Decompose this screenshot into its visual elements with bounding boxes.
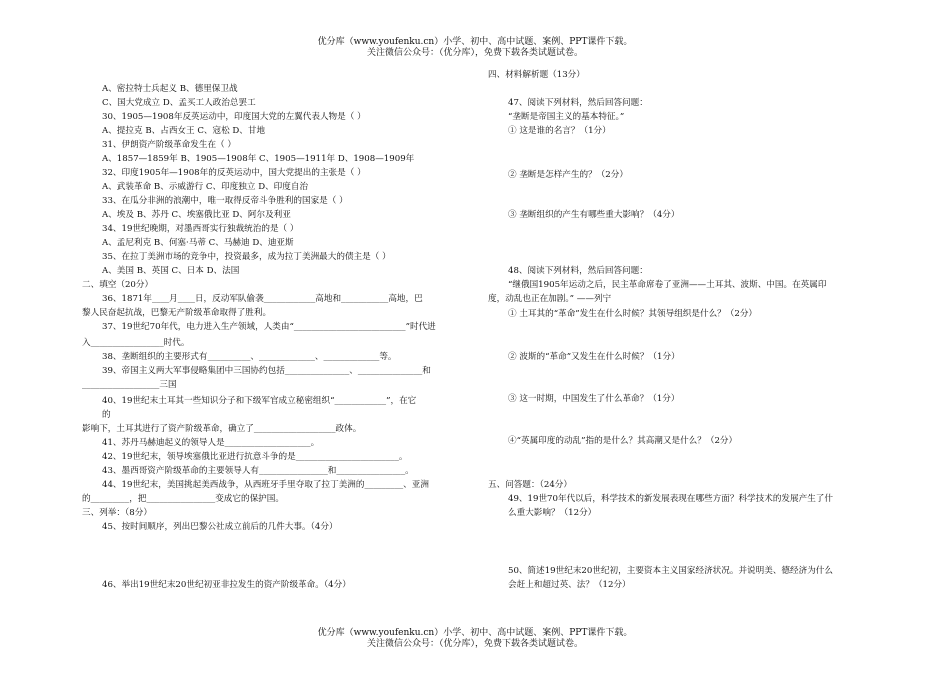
text-line: 37、19世纪70年代，电力进入生产领域，人类由“__________________________”时代进 — [102, 322, 436, 332]
page-footer — [0, 628, 950, 650]
text-line: 二、填空（20分） — [82, 280, 154, 290]
text-line: 46、举出19世纪末20世纪初亚非拉发生的资产阶级革命。（4分） — [102, 580, 351, 590]
text-line: A、武装革命 B、示威游行 C、印度独立 D、印度自治 — [102, 182, 309, 192]
text-line: A、1857—1859年 B、1905—1908年 C、1905—1911年 D、1908—1909年 — [102, 154, 415, 164]
text-line: 45、按时间顺序，列出巴黎公社成立前后的几件大事。（4分） — [102, 522, 338, 532]
text-line: 40、19世纪末土耳其一些知识分子和下级军官成立秘密组织“____________”，在它 — [102, 396, 417, 406]
text-line: 43、墨西哥资产阶级革命的主要领导人有________________和________________。 — [102, 466, 414, 476]
text-line: ① 这是谁的名言？（1分） — [508, 126, 611, 136]
header-line-1: 优分库（www.youfenku.cn）小学、初中、高中试题、案例、PPT课件下载。 — [317, 37, 633, 47]
text-line: A、埃及 B、苏丹 C、埃塞俄比亚 D、阿尔及利亚 — [102, 210, 291, 220]
text-line: 41、苏丹马赫迪起义的领导人是____________________。 — [102, 438, 320, 448]
text-line: ③ 垄断组织的产生有哪些重大影响？（4分） — [508, 210, 680, 220]
text-line: ② 波斯的“革命”又发生在什么时候？（1分） — [508, 352, 680, 362]
text-line: A、密拉特士兵起义 B、德里保卫战 — [102, 84, 238, 94]
text-line: 35、在拉丁美洲市场的竞争中，投资最多，成为拉丁美洲最大的债主是（ ） — [102, 252, 391, 262]
text-line: 42、19世纪末，领导埃塞俄比亚进行抗意斗争的是________________________。 — [102, 452, 408, 462]
text-line: “继俄国1905年运动之后，民主革命席卷了亚洲——土耳其、波斯、中国。在英属印 — [508, 280, 827, 290]
text-line: 49、19世70年代以后，科学技术的新发展表现在哪些方面？科学技术的发展产生了什 — [508, 494, 833, 504]
text-line: 么重大影响？（12分） — [508, 508, 597, 518]
text-line: __________________三国 — [82, 380, 177, 390]
text-line: 五、问答题：（24分） — [488, 480, 572, 490]
text-line: A、孟尼利克 B、何塞·马蒂 C、马赫迪 D、迪亚斯 — [102, 238, 294, 248]
text-line: ④“英属印度的动乱”指的是什么？其高潮又是什么？（2分） — [508, 436, 738, 446]
text-line: 32、印度1905年—1908年的反英运动中，国大党提出的主张是（ ） — [102, 168, 366, 178]
text-line: ③ 这一时期，中国发生了什么革命？（1分） — [508, 394, 680, 404]
text-line: ① 土耳其的“革命”发生在什么时候？其领导组织是什么？（2分） — [508, 309, 758, 319]
text-line: 50、简述19世纪末20世纪初，主要资本主义国家经济状况。并说明美、德经济为什么 — [508, 566, 833, 576]
text-line: ② 垄断是怎样产生的？（2分） — [508, 170, 628, 180]
text-line: “垄断是帝国主义的基本特征。” — [508, 112, 625, 122]
text-line: A、提拉克 B、占西女王 C、寇松 D、甘地 — [102, 126, 266, 136]
text-line: 影响下，土耳其进行了资产阶级革命，确立了___________________政体。 — [82, 424, 362, 434]
text-line: C、国大党成立 D、孟买工人政治总罢工 — [102, 98, 256, 108]
footer-line-2: 关注微信公众号：（优分库），免费下载各类试题试卷。 — [366, 639, 583, 649]
text-line: 度，动乱也正在加剧。” ——列宁 — [488, 294, 612, 304]
text-line: 31、伊朗资产阶级革命发生在（ ） — [102, 140, 236, 150]
text-line: 入_________________时代。 — [82, 338, 190, 348]
text-line: 三、列举：（8分） — [82, 508, 152, 518]
page-header — [0, 37, 950, 59]
text-line: 的_________，把________________变成它的保护国。 — [82, 494, 284, 504]
text-line: 39、帝国主义两大军事侵略集团中三国协约包括_______________、_______________和 — [102, 366, 431, 376]
text-line: 44、19世纪末，美国挑起美西战争，从西班牙手里夺取了拉丁美洲的_________、亚洲 — [102, 480, 429, 490]
text-line: A、美国 B、英国 C、日本 D、法国 — [102, 266, 240, 276]
text-line: 48、阅读下列材料，然后回答问题： — [508, 266, 648, 276]
text-line: 36、1871年____月____日，反动军队偷袭____________高地和___________高地，巴 — [102, 294, 423, 304]
text-line: 47、阅读下列材料，然后回答问题： — [508, 98, 648, 108]
header-line-2: 关注微信公众号：（优分库），免费下载各类试题试卷。 — [366, 48, 583, 58]
text-line: 33、在瓜分非洲的浪潮中，唯一取得反帝斗争胜利的国家是（ ） — [102, 196, 348, 206]
text-line: 38、垄断组织的主要形式有__________、_____________、_____________等。 — [102, 352, 397, 362]
text-line: 会赶上和超过英、法？（12分） — [508, 580, 631, 590]
text-line: 四、材料解析题（13分） — [488, 70, 585, 80]
text-line: 34、19世纪晚期，对墨西哥实行独裁统治的是（ ） — [102, 224, 299, 234]
text-line: 30、1905—1908年反英运动中，印度国大党的左翼代表人物是（ ） — [102, 112, 366, 122]
text-line: 黎人民奋起抗战，巴黎无产阶级革命取得了胜利。 — [82, 308, 272, 318]
footer-line-1: 优分库（www.youfenku.cn）小学、初中、高中试题、案例、PPT课件下载。 — [317, 628, 633, 638]
text-line: 的 — [102, 410, 111, 420]
